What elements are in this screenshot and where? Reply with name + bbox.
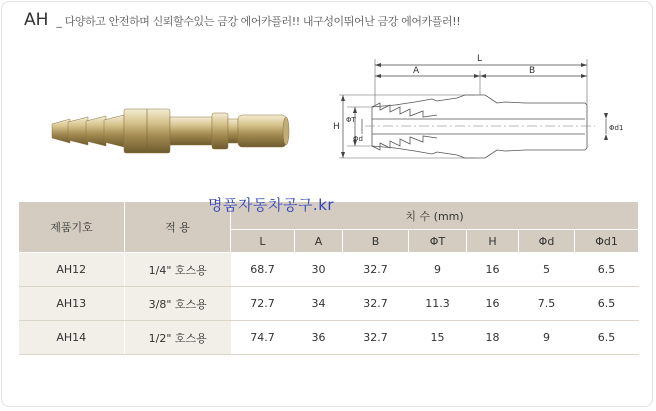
- table-row: [19, 287, 639, 321]
- cell-d1: 6.5: [575, 287, 639, 321]
- table-row: [19, 253, 639, 287]
- cell-d: 7.5: [519, 287, 575, 321]
- col-header-code: 제품기호: [19, 202, 125, 253]
- cell-code: AH13: [19, 287, 125, 321]
- cell-b: 32.7: [343, 321, 409, 355]
- col-header-t: ΦT: [409, 230, 467, 253]
- tagline: _ 다양하고 안전하며 신뢰할수있는 금강 에어카플러!! 내구성이뛰어난 금강 에어카플러!!: [56, 15, 461, 28]
- cell-d1: 6.5: [575, 321, 639, 355]
- diagram-label-b: B: [529, 66, 536, 76]
- cell-h: 16: [467, 287, 519, 321]
- cell-b: 32.7: [343, 253, 409, 287]
- diagram-label-a: A: [413, 66, 420, 76]
- cell-l: 68.7: [231, 253, 295, 287]
- cell-d: 9: [519, 321, 575, 355]
- diagram-label-t: ΦT: [346, 116, 356, 124]
- cell-l: 72.7: [231, 287, 295, 321]
- cell-t: 11.3: [409, 287, 467, 321]
- cell-a: 30: [295, 253, 343, 287]
- page-header: [24, 10, 460, 38]
- col-header-d: Φd: [519, 230, 575, 253]
- col-header-a: A: [295, 230, 343, 253]
- cell-use: 1/2" 호스용: [125, 321, 231, 355]
- product-photo: [44, 100, 294, 162]
- col-header-h: H: [467, 230, 519, 253]
- cell-d: 5: [519, 253, 575, 287]
- cell-code: AH12: [19, 253, 125, 287]
- diagram-label-h: H: [333, 122, 340, 132]
- cell-use: 1/4" 호스용: [125, 253, 231, 287]
- diagram-label-d: Φd: [353, 135, 363, 143]
- col-header-l: L: [231, 230, 295, 253]
- cell-b: 32.7: [343, 287, 409, 321]
- cell-h: 18: [467, 321, 519, 355]
- col-header-use: 적 용: [125, 202, 231, 253]
- spec-table: [18, 201, 639, 355]
- cell-use: 3/8" 호스용: [125, 287, 231, 321]
- cell-l: 74.7: [231, 321, 295, 355]
- cell-code: AH14: [19, 321, 125, 355]
- dimension-diagram: [325, 45, 625, 170]
- model-title: AH: [24, 10, 49, 30]
- cell-t: 9: [409, 253, 467, 287]
- col-header-d1: Φd1: [575, 230, 639, 253]
- col-header-dimensions: 치 수 (mm): [231, 202, 639, 230]
- cell-a: 36: [295, 321, 343, 355]
- table-row: [19, 321, 639, 355]
- cell-t: 15: [409, 321, 467, 355]
- diagram-label-d1: Φd1: [609, 124, 624, 132]
- col-header-b: B: [343, 230, 409, 253]
- cell-d1: 6.5: [575, 253, 639, 287]
- cell-h: 16: [467, 253, 519, 287]
- cell-a: 34: [295, 287, 343, 321]
- watermark-text: 명품자동차공구.kr: [208, 196, 335, 214]
- diagram-label-l: L: [477, 54, 483, 64]
